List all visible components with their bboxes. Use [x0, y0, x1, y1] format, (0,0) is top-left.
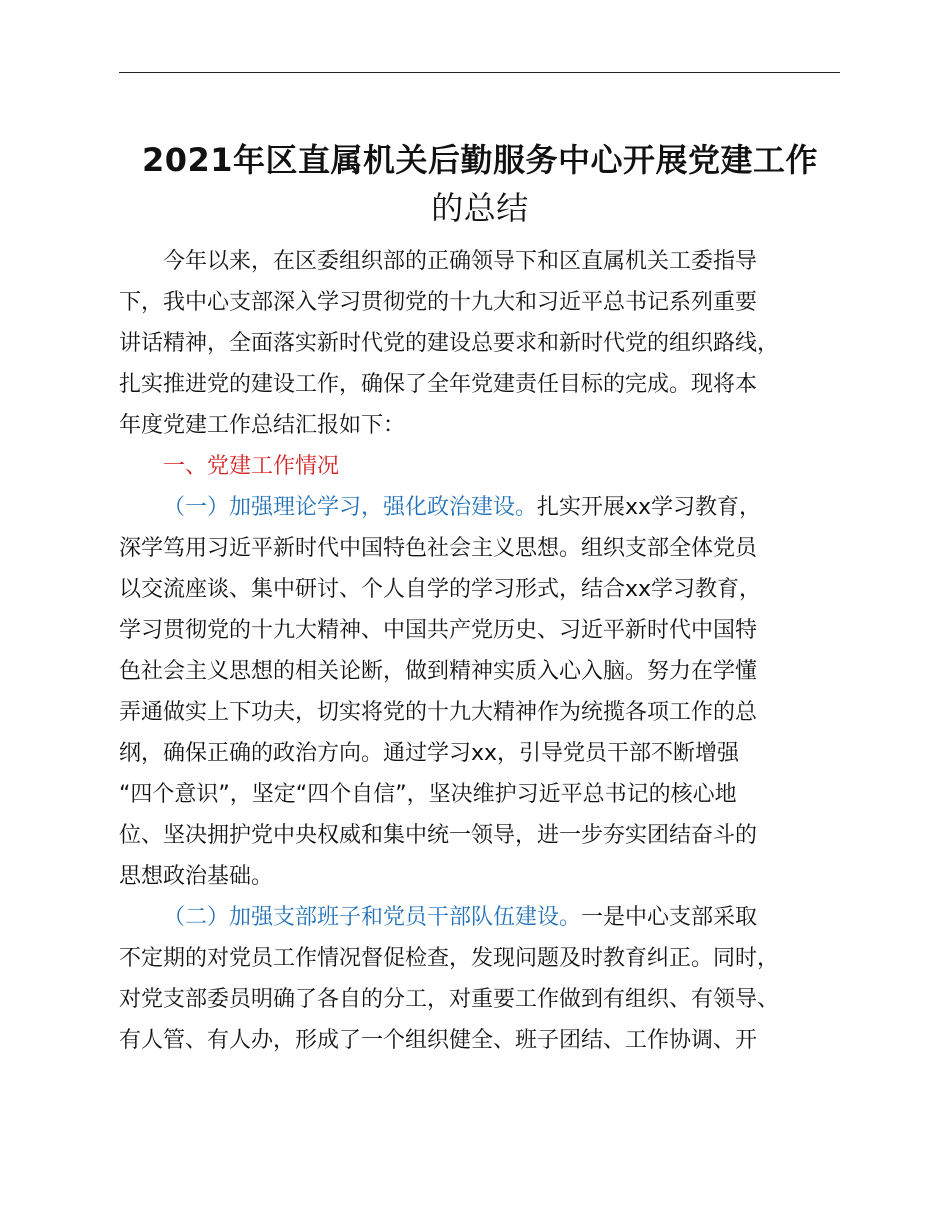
subsection-1-line: 思想政治基础。 — [119, 864, 274, 889]
intro-line: 下，我中心支部深入学习贯彻党的十九大和习近平总书记系列重要 — [119, 290, 758, 315]
subsection-1-line: 以交流座谈、集中研讨、个人自学的学习形式，结合xx学习教育， — [119, 577, 762, 602]
subsection-2-heading: （二）加强支部班子和党员干部队伍建设。 — [163, 905, 582, 930]
subsection-1 — [119, 487, 859, 897]
intro-paragraph — [119, 241, 859, 446]
subsection-1-line: 学习贯彻党的十九大精神、中国共产党历史、习近平新时代中国特 — [119, 618, 758, 643]
subsection-1-line: 位、坚决拥护党中央权威和集中统一领导，进一步夯实团结奋斗的 — [119, 823, 758, 848]
subsection-2-line: 有人管、有人办，形成了一个组织健全、班子团结、工作协调、开 — [119, 1028, 758, 1053]
subsection-2-lead-text: 一是中心支部采取 — [581, 905, 758, 930]
subsection-1-line: 纲，确保正确的政治方向。通过学习xx，引导党员干部不断增强 — [119, 741, 740, 766]
subsection-1-lead-text: 扎实开展xx学习教育， — [537, 495, 762, 520]
document-title-line1: 2021年区直属机关后勤服务中心开展党建工作 — [141, 141, 819, 179]
subsection-2-line: 对党支部委员明确了各自的分工，对重要工作做到有组织、有领导、 — [119, 987, 780, 1012]
document-body — [119, 241, 859, 1061]
subsection-1-first-line — [119, 487, 859, 528]
subsection-1-heading: （一）加强理论学习，强化政治建设。 — [163, 495, 538, 520]
subsection-2 — [119, 897, 859, 1061]
intro-line: 讲话精神，全面落实新时代党的建设总要求和新时代党的组织路线， — [119, 331, 780, 356]
section-heading: 一、党建工作情况 — [163, 454, 340, 479]
intro-line: 年度党建工作总结汇报如下： — [119, 413, 406, 438]
header-rule — [119, 72, 840, 73]
intro-line: 今年以来，在区委组织部的正确领导下和区直属机关工委指导 — [163, 249, 758, 274]
subsection-1-line: 深学笃用习近平新时代中国特色社会主义思想。组织支部全体党员 — [119, 536, 758, 561]
subsection-2-line: 不定期的对党员工作情况督促检查，发现问题及时教育纠正。同时， — [119, 946, 780, 971]
subsection-2-first-line — [119, 897, 859, 938]
subsection-1-line: 弄通做实上下功夫，切实将党的十九大精神作为统揽各项工作的总 — [119, 700, 758, 725]
subsection-1-line: “四个意识”，坚定“四个自信”，坚决维护习近平总书记的核心地 — [119, 782, 737, 807]
intro-line: 扎实推进党的建设工作，确保了全年党建责任目标的完成。现将本 — [119, 372, 758, 397]
subsection-1-line: 色社会主义思想的相关论断，做到精神实质入心入脑。努力在学懂 — [119, 659, 758, 684]
document-title-line2: 的总结 — [431, 189, 529, 227]
